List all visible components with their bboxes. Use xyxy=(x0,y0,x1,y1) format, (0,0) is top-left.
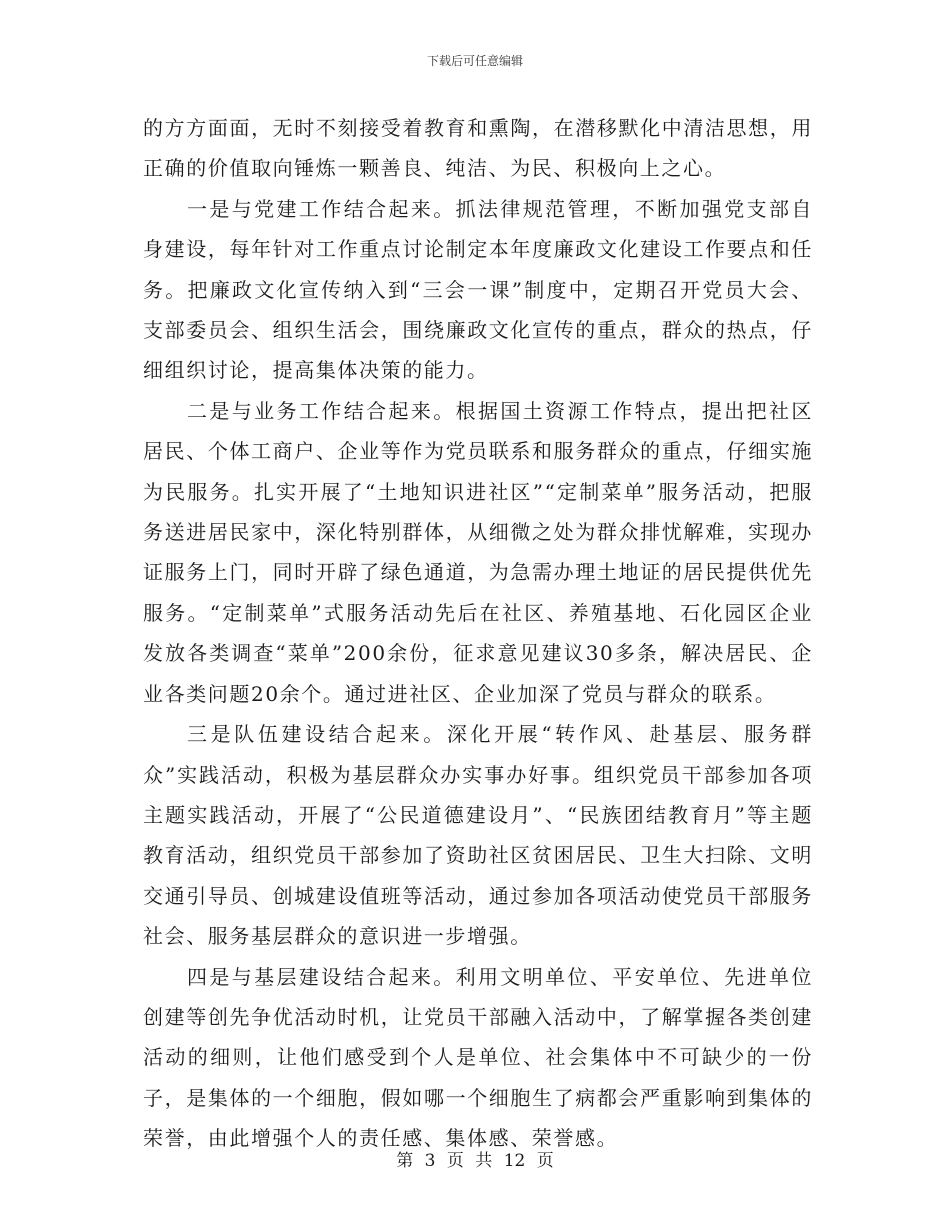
paragraph-team-building: 三是队伍建设结合起来。深化开展“转作风、赴基层、服务群众”实践活动，积极为基层群众办实事办好事。组织党员干部参加各项主题实践活动，开展了“公民道德建设月”、“民族团结教育月”等主题教育活动，组织党员干部参加了资助社区贫困居民、卫生大扫除、文明交通引导员、创城建设值班等活动，通过参加各项活动使党员干部服务社会、服务基层群众的意识进一步增强。 xyxy=(143,722,813,949)
paragraph-business-work: 二是与业务工作结合起来。根据国土资源工作特点，提出把社区居民、个体工商户、企业等作为党员联系和服务群众的重点，仔细实施为民服务。扎实开展了“土地知识进社区”“定制菜单”服务活动，把服务送进居民家中，深化特别群体，从细微之处为群众排忧解难，实现办证服务上门，同时开辟了绿色通道，为急需办理土地证的居民提供优先服务。“定制菜单”式服务活动先后在社区、养殖基地、石化园区企业发放各类调查“菜单”200余份，征求意见建议30多条，解决居民、企业各类问题20余个。通过进社区、企业加深了党员与群众的联系。 xyxy=(143,398,813,706)
paragraph-party-building: 一是与党建工作结合起来。抓法律规范管理，不断加强党支部自身建设，每年针对工作重点讨论制定本年度廉政文化建设工作要点和任务。把廉政文化宣传纳入到“三会一课”制度中，定期召开党员大会、支部委员会、组织生活会，围绕廉政文化宣传的重点，群众的热点，仔细组织讨论，提高集体决策的能力。 xyxy=(143,196,813,383)
page-number-footer: 第 3 页 共 12 页 xyxy=(396,1151,554,1171)
paragraph-grassroots-building: 四是与基层建设结合起来。利用文明单位、平安单位、先进单位创建等创先争优活动时机，让党员干部融入活动中，了解掌握各类创建活动的细则，让他们感受到个人是单位、社会集体中不可缺少的一份子，是集体的一个细胞，假如哪一个细胞生了病都会严重影响到集体的荣誉，由此增强个人的责任感、集体感、荣誉感。 xyxy=(143,964,813,1151)
page-header-note: 下载后可任意编辑 xyxy=(426,54,523,68)
document-body xyxy=(143,108,813,1159)
paragraph-continuation: 的方方面面，无时不刻接受着教育和熏陶，在潜移默化中清洁思想，用正确的价值取向锤炼一颗善良、纯洁、为民、积极向上之心。 xyxy=(143,116,813,181)
